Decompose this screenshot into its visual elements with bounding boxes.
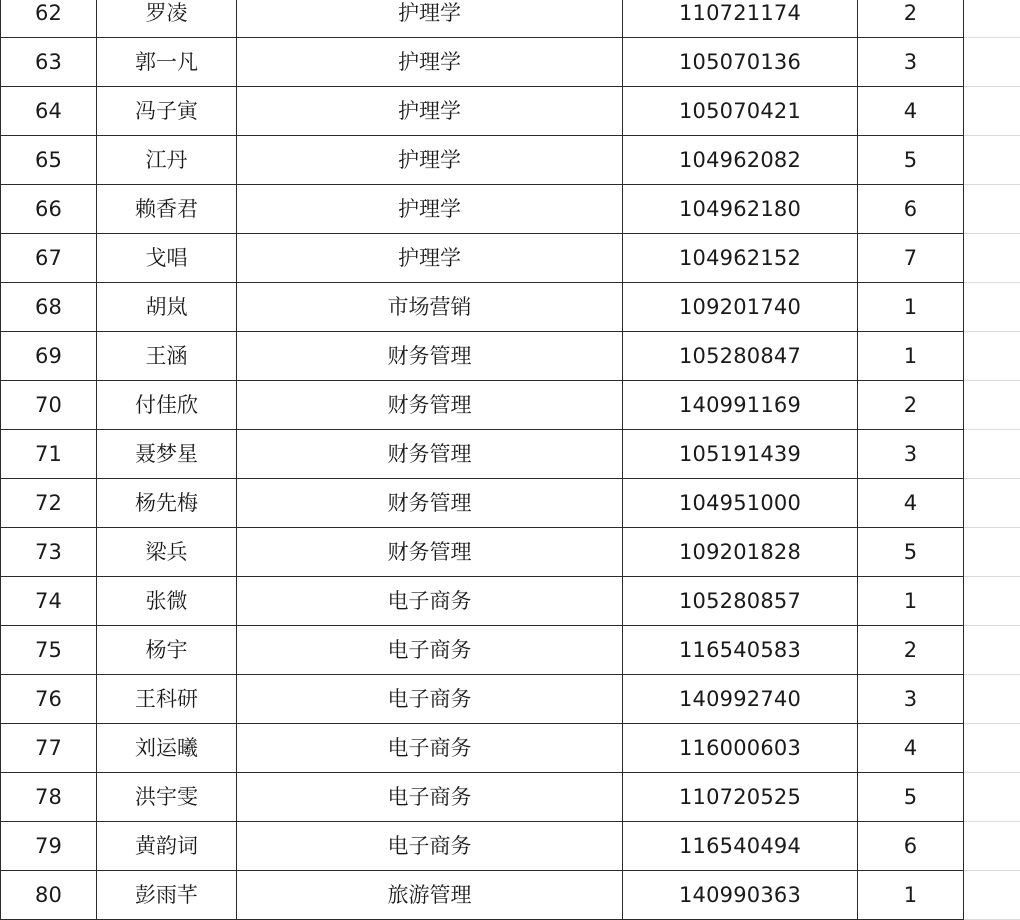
cell-empty[interactable] xyxy=(964,724,1020,773)
cell-student-id[interactable]: 110720525 xyxy=(623,773,858,822)
cell-index[interactable]: 72 xyxy=(1,479,97,528)
cell-rank[interactable]: 2 xyxy=(858,0,964,38)
cell-major[interactable]: 电子商务 xyxy=(237,626,623,675)
cell-empty[interactable] xyxy=(964,822,1020,871)
cell-student-id[interactable]: 116540494 xyxy=(623,822,858,871)
cell-name[interactable]: 黄韵词 xyxy=(97,822,237,871)
cell-student-id[interactable]: 140991169 xyxy=(623,381,858,430)
table-row xyxy=(1,283,1020,332)
cell-major[interactable]: 护理学 xyxy=(237,87,623,136)
cell-student-id[interactable]: 110721174 xyxy=(623,0,858,38)
cell-student-id[interactable]: 105191439 xyxy=(623,430,858,479)
cell-empty[interactable] xyxy=(964,332,1020,381)
cell-major[interactable]: 电子商务 xyxy=(237,822,623,871)
cell-rank[interactable]: 6 xyxy=(858,822,964,871)
cell-major[interactable]: 护理学 xyxy=(237,234,623,283)
table-row xyxy=(1,185,1020,234)
cell-empty[interactable] xyxy=(964,234,1020,283)
cell-rank[interactable]: 1 xyxy=(858,871,964,920)
cell-rank[interactable]: 2 xyxy=(858,626,964,675)
cell-major[interactable]: 电子商务 xyxy=(237,773,623,822)
cell-rank[interactable]: 4 xyxy=(858,87,964,136)
cell-empty[interactable] xyxy=(964,773,1020,822)
table-row xyxy=(1,136,1020,185)
cell-empty[interactable] xyxy=(964,626,1020,675)
cell-name[interactable]: 聂梦星 xyxy=(97,430,237,479)
cell-index[interactable]: 67 xyxy=(1,234,97,283)
cell-name[interactable]: 赖香君 xyxy=(97,185,237,234)
cell-rank[interactable]: 4 xyxy=(858,724,964,773)
table-row xyxy=(1,577,1020,626)
cell-major[interactable]: 电子商务 xyxy=(237,724,623,773)
cell-index[interactable]: 78 xyxy=(1,773,97,822)
cell-index[interactable]: 66 xyxy=(1,185,97,234)
cell-major[interactable]: 旅游管理 xyxy=(237,871,623,920)
cell-name[interactable]: 王涵 xyxy=(97,332,237,381)
cell-empty[interactable] xyxy=(964,283,1020,332)
cell-name[interactable]: 杨先梅 xyxy=(97,479,237,528)
cell-rank[interactable]: 3 xyxy=(858,38,964,87)
cell-major[interactable]: 电子商务 xyxy=(237,675,623,724)
cell-name[interactable]: 王科研 xyxy=(97,675,237,724)
cell-index[interactable]: 63 xyxy=(1,38,97,87)
table-row xyxy=(1,0,1020,38)
cell-empty[interactable] xyxy=(964,381,1020,430)
cell-student-id[interactable]: 116000603 xyxy=(623,724,858,773)
cell-index[interactable]: 71 xyxy=(1,430,97,479)
cell-index[interactable]: 74 xyxy=(1,577,97,626)
cell-empty[interactable] xyxy=(964,185,1020,234)
cell-name[interactable]: 江丹 xyxy=(97,136,237,185)
cell-index[interactable]: 62 xyxy=(1,0,97,38)
cell-student-id[interactable]: 116540583 xyxy=(623,626,858,675)
cell-empty[interactable] xyxy=(964,871,1020,920)
cell-major[interactable]: 市场营销 xyxy=(237,283,623,332)
cell-rank[interactable]: 1 xyxy=(858,283,964,332)
cell-name[interactable]: 戈唱 xyxy=(97,234,237,283)
cell-empty[interactable] xyxy=(964,430,1020,479)
cell-empty[interactable] xyxy=(964,136,1020,185)
table-row xyxy=(1,822,1020,871)
cell-rank[interactable]: 3 xyxy=(858,430,964,479)
table-row xyxy=(1,479,1020,528)
table-row xyxy=(1,381,1020,430)
cell-student-id[interactable]: 104962152 xyxy=(623,234,858,283)
table-row xyxy=(1,675,1020,724)
table-row xyxy=(1,773,1020,822)
cell-major[interactable]: 财务管理 xyxy=(237,430,623,479)
cell-index[interactable]: 76 xyxy=(1,675,97,724)
cell-empty[interactable] xyxy=(964,675,1020,724)
cell-rank[interactable]: 5 xyxy=(858,528,964,577)
table-row xyxy=(1,528,1020,577)
cell-student-id[interactable]: 140992740 xyxy=(623,675,858,724)
table-row xyxy=(1,724,1020,773)
table-row xyxy=(1,871,1020,920)
cell-student-id[interactable]: 104951000 xyxy=(623,479,858,528)
cell-student-id[interactable]: 104962082 xyxy=(623,136,858,185)
cell-name[interactable]: 付佳欣 xyxy=(97,381,237,430)
cell-index[interactable]: 80 xyxy=(1,871,97,920)
cell-name[interactable]: 罗凌 xyxy=(97,0,237,38)
cell-rank[interactable]: 6 xyxy=(858,185,964,234)
cell-major[interactable]: 护理学 xyxy=(237,38,623,87)
cell-rank[interactable]: 7 xyxy=(858,234,964,283)
cell-rank[interactable]: 5 xyxy=(858,773,964,822)
cell-major[interactable]: 财务管理 xyxy=(237,381,623,430)
cell-index[interactable]: 68 xyxy=(1,283,97,332)
cell-name[interactable]: 胡岚 xyxy=(97,283,237,332)
table-row xyxy=(1,87,1020,136)
cell-index[interactable]: 73 xyxy=(1,528,97,577)
cell-name[interactable]: 梁兵 xyxy=(97,528,237,577)
cell-rank[interactable]: 2 xyxy=(858,381,964,430)
table-row xyxy=(1,430,1020,479)
table-row xyxy=(1,234,1020,283)
cell-name[interactable]: 郭一凡 xyxy=(97,38,237,87)
cell-index[interactable]: 70 xyxy=(1,381,97,430)
cell-rank[interactable]: 1 xyxy=(858,577,964,626)
table-row xyxy=(1,626,1020,675)
cell-name[interactable]: 刘运曦 xyxy=(97,724,237,773)
cell-student-id[interactable]: 104962180 xyxy=(623,185,858,234)
cell-student-id[interactable]: 105070421 xyxy=(623,87,858,136)
cell-index[interactable]: 69 xyxy=(1,332,97,381)
cell-major[interactable]: 财务管理 xyxy=(237,479,623,528)
cell-index[interactable]: 75 xyxy=(1,626,97,675)
cell-major[interactable]: 护理学 xyxy=(237,185,623,234)
cell-rank[interactable]: 4 xyxy=(858,479,964,528)
cell-student-id[interactable]: 109201740 xyxy=(623,283,858,332)
cell-major[interactable]: 护理学 xyxy=(237,136,623,185)
cell-rank[interactable]: 3 xyxy=(858,675,964,724)
cell-name[interactable]: 张微 xyxy=(97,577,237,626)
cell-index[interactable]: 65 xyxy=(1,136,97,185)
cell-student-id[interactable]: 105070136 xyxy=(623,38,858,87)
cell-student-id[interactable]: 105280847 xyxy=(623,332,858,381)
cell-index[interactable]: 64 xyxy=(1,87,97,136)
cell-name[interactable]: 洪宇雯 xyxy=(97,773,237,822)
cell-empty[interactable] xyxy=(964,87,1020,136)
cell-empty[interactable] xyxy=(964,577,1020,626)
cell-student-id[interactable]: 105280857 xyxy=(623,577,858,626)
cell-student-id[interactable]: 109201828 xyxy=(623,528,858,577)
cell-empty[interactable] xyxy=(964,38,1020,87)
cell-empty[interactable] xyxy=(964,0,1020,38)
cell-rank[interactable]: 1 xyxy=(858,332,964,381)
cell-name[interactable]: 冯子寅 xyxy=(97,87,237,136)
cell-empty[interactable] xyxy=(964,479,1020,528)
cell-name[interactable]: 杨宇 xyxy=(97,626,237,675)
cell-name[interactable]: 彭雨芊 xyxy=(97,871,237,920)
cell-student-id[interactable]: 140990363 xyxy=(623,871,858,920)
cell-index[interactable]: 77 xyxy=(1,724,97,773)
cell-major[interactable]: 电子商务 xyxy=(237,577,623,626)
cell-rank[interactable]: 5 xyxy=(858,136,964,185)
cell-empty[interactable] xyxy=(964,528,1020,577)
table-row xyxy=(1,38,1020,87)
cell-major[interactable]: 财务管理 xyxy=(237,332,623,381)
cell-major[interactable]: 护理学 xyxy=(237,0,623,38)
cell-index[interactable]: 79 xyxy=(1,822,97,871)
cell-major[interactable]: 财务管理 xyxy=(237,528,623,577)
table-row xyxy=(1,332,1020,381)
